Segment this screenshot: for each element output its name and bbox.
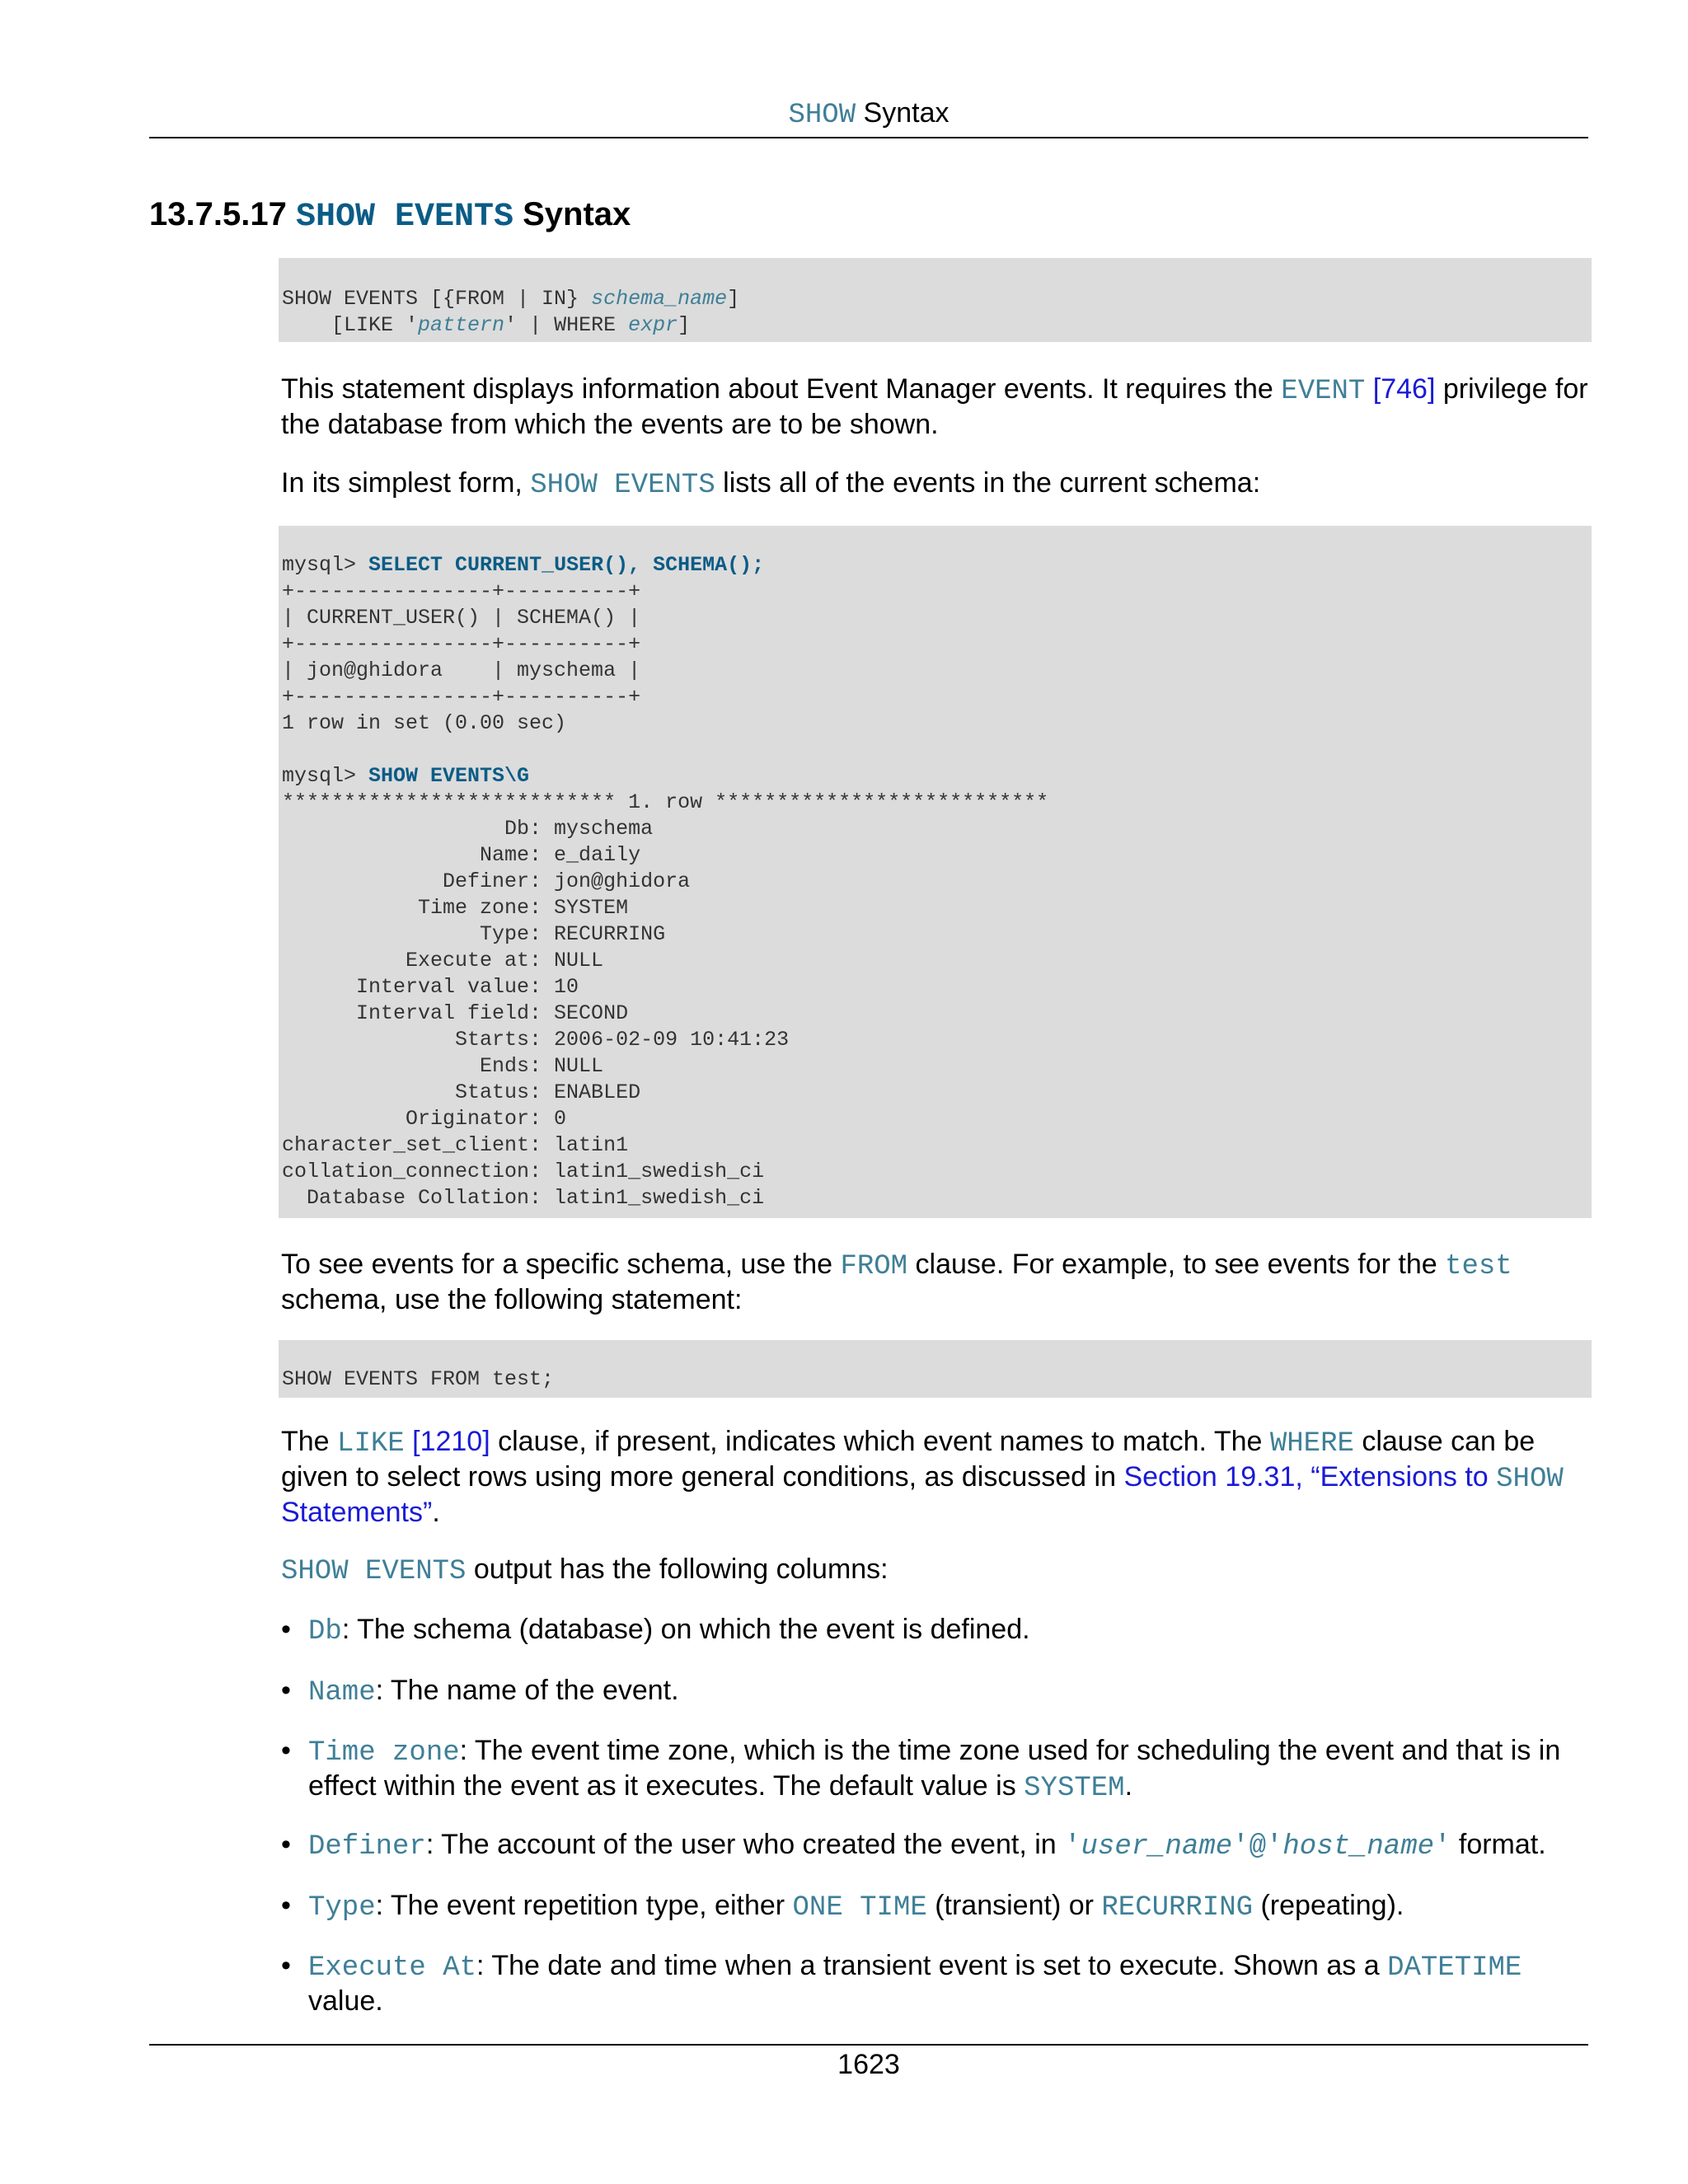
account-format-code — [1064, 1831, 1451, 1863]
footer-divider — [149, 2044, 1588, 2046]
recurring-code: RECURRING — [1101, 1892, 1254, 1924]
syntax-line-2c: ] — [678, 313, 691, 337]
paragraph-like-where — [281, 1425, 1592, 1529]
syntax-line-1b: ] — [727, 287, 740, 311]
p2-text-b: lists all of the events in the current schema: — [715, 467, 1261, 499]
paragraph-specific-schema — [281, 1248, 1592, 1316]
syntax-replaceable-expr: expr — [628, 313, 678, 337]
p4-text-b: clause, if present, indicates which event names to match. The — [490, 1426, 1270, 1457]
bullet-icon: • — [281, 1829, 291, 1860]
p4-text-c: clause can be given to select rows using more general conditions, as discussed in — [281, 1426, 1536, 1493]
section-number: 13.7.5.17 — [149, 196, 296, 232]
event-privilege-link[interactable]: [746] — [1365, 373, 1436, 405]
example2-line: SHOW EVENTS FROM test; — [282, 1367, 555, 1391]
paragraph-columns-intro — [281, 1553, 1592, 1588]
where-code: WHERE — [1269, 1428, 1354, 1460]
datetime-code: DATETIME — [1387, 1952, 1522, 1984]
one-time-code: ONE TIME — [792, 1892, 927, 1924]
bullet-icon: • — [281, 1950, 291, 1981]
syntax-replaceable-schema: schema_name — [591, 287, 728, 311]
page-number: 1623 — [837, 2049, 900, 2080]
user-name-replaceable: user_name — [1081, 1831, 1233, 1863]
bullet-icon: • — [281, 1675, 291, 1706]
example-code-block-1 — [279, 526, 1592, 1218]
event-code-link[interactable]: EVENT — [1281, 376, 1366, 407]
header-divider — [149, 137, 1588, 138]
column-description-end: . — [1124, 1770, 1133, 1802]
column-description-end: (repeating). — [1253, 1890, 1404, 1921]
section-title-text: Syntax — [513, 196, 631, 232]
like-code-link[interactable]: LIKE — [337, 1428, 405, 1460]
p5-text-b: output has the following columns: — [466, 1554, 889, 1585]
running-header — [149, 97, 1588, 131]
quote: ' — [1434, 1831, 1451, 1863]
command-show-events: SHOW EVENTS\G — [368, 764, 530, 788]
section-title — [149, 196, 631, 236]
host-name-replaceable: host_name — [1282, 1831, 1435, 1863]
column-description-end: format. — [1451, 1829, 1546, 1860]
paragraph-simplest-form — [281, 466, 1592, 502]
prompt: mysql> — [282, 764, 369, 788]
column-description: : The date and time when a transient event is set to execute. Shown as a — [476, 1950, 1388, 1981]
p4-text-d: . — [432, 1497, 440, 1528]
column-description: : The event repetition type, either — [375, 1890, 793, 1921]
header-text: Syntax — [856, 97, 950, 129]
system-code: SYSTEM — [1024, 1773, 1125, 1804]
quote: ' — [1064, 1831, 1081, 1863]
column-description: : The account of the user who created the event, in — [425, 1829, 1065, 1860]
p1-text-b: privilege for the database from which the events are to be shown. — [281, 373, 1588, 440]
section-link-text-a[interactable]: Section 19.31, “Extensions to — [1123, 1461, 1497, 1493]
result-table-text: +----------------+----------+ | CURRENT_USER() | SCHEMA() | +----------------+----------+ | jon@ghidora | myschema | +----------------+----------+ 1 row in set (0.00 sec) — [282, 579, 641, 735]
p3-text-b: clause. For example, to see events for the — [907, 1249, 1446, 1280]
p4-text-a: The — [281, 1426, 338, 1457]
p2-text-a: In its simplest form, — [281, 467, 531, 499]
syntax-line-2a: [LIKE ' — [282, 313, 419, 337]
p3-text-a: To see events for a specific schema, use the — [281, 1249, 841, 1280]
column-name-code: Db — [308, 1616, 342, 1647]
column-name-code: Type — [308, 1892, 376, 1924]
column-name-code: Time zone — [308, 1737, 460, 1769]
column-description: : The schema (database) on which the event is defined. — [341, 1614, 1030, 1645]
p1-text-a: This statement displays information about Event Manager events. It requires the — [281, 373, 1282, 405]
bullet-icon: • — [281, 1614, 291, 1645]
bullet-icon: • — [281, 1735, 291, 1766]
bullet-icon: • — [281, 1890, 291, 1921]
column-description: : The event time zone, which is the time zone used for scheduling the event and that is in effect within the event as it executes. The default value is — [308, 1735, 1561, 1802]
column-name-code: Definer — [308, 1831, 426, 1863]
column-name-code: Execute At — [308, 1952, 477, 1984]
result-row-text: *************************** 1. row *************************** Db: myschema Name: e_daily Definer: jon@ghidora Time zone: SYSTEM Type: RECURRING Execute at: NULL Interval value: 10 Interval field: SECOND Starts: 2006-02-09 10:41:23 Ends: NULL Status: ENABLED Originator: 0 character_set_client: latin1 collation_connection: latin1_swedish_ci Database Collation: latin1_swedish_ci — [282, 790, 1049, 1210]
column-description-mid: (transient) or — [926, 1890, 1102, 1921]
p3-text-c: schema, use the following statement: — [281, 1284, 743, 1315]
column-description: : The name of the event. — [375, 1675, 679, 1706]
test-code: test — [1445, 1251, 1512, 1282]
command-select: SELECT CURRENT_USER(), SCHEMA(); — [368, 553, 765, 577]
column-name-code: Name — [308, 1677, 376, 1708]
section-title-code: SHOW EVENTS — [295, 199, 513, 236]
show-events-code: SHOW EVENTS — [281, 1556, 467, 1587]
syntax-replaceable-pattern: pattern — [418, 313, 505, 337]
syntax-code-block — [279, 258, 1592, 342]
column-description-end: value. — [308, 1985, 383, 2017]
section-link-code[interactable]: SHOW — [1496, 1464, 1564, 1495]
example-code-block-2 — [279, 1340, 1592, 1398]
section-link-text-b[interactable]: Statements” — [281, 1497, 433, 1528]
syntax-line-1a: SHOW EVENTS [{FROM | IN} — [282, 287, 592, 311]
like-page-link[interactable]: [1210] — [404, 1426, 490, 1457]
header-code: SHOW — [788, 100, 856, 131]
show-events-code-link[interactable]: SHOW EVENTS — [530, 470, 715, 501]
from-code: FROM — [840, 1251, 908, 1282]
syntax-line-2b: ' | WHERE — [504, 313, 629, 337]
at-sign: '@' — [1232, 1831, 1283, 1863]
prompt: mysql> — [282, 553, 369, 577]
paragraph-privilege — [281, 373, 1592, 441]
